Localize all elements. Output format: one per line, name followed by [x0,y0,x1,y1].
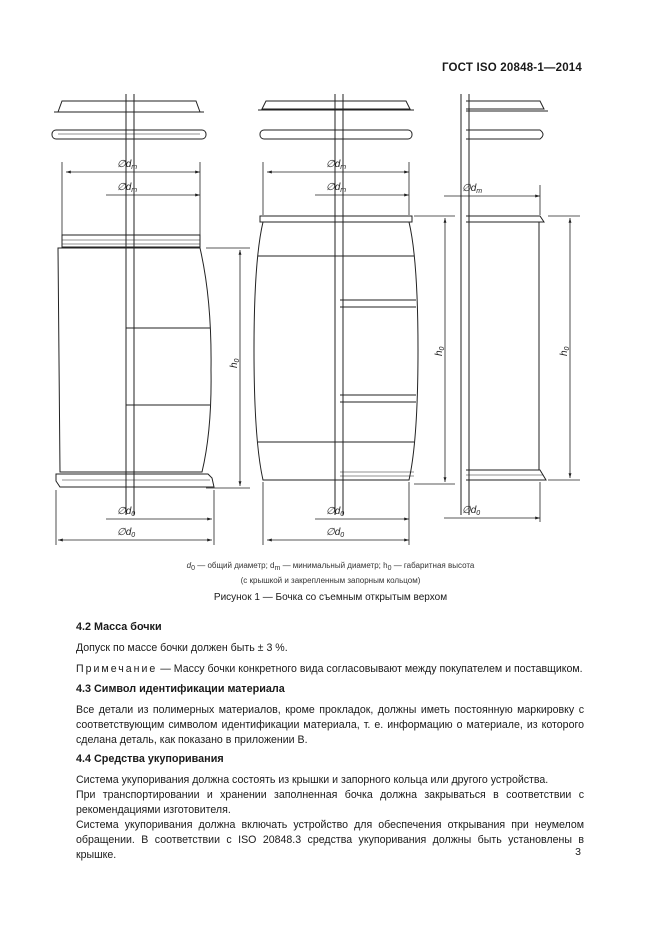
section-4-3-title: 4.3 Символ идентификации материала [76,683,285,695]
section-4-2-note: Примечание — Массу бочки конкретного вида согласовывают между покупателем и поставщиком. [76,663,583,675]
section-4-2-paragraph: Допуск по массе бочки должен быть ± 3 %. [76,642,288,654]
document-code-header: ГОСТ ISO 20848-1—2014 [441,62,582,74]
section-4-4-paragraph-3: Система укупоривания должна включать устройство для обеспечения открывания при неумелом обращении. В соответствии с ISO 20848.3 средства укупоривания должны быть установлены в крышке. [76,819,584,861]
label-h0-1: $h_0$ [229,358,241,368]
label-dm-2b: $\emptyset d_m$ [326,182,347,194]
label-h0-2: $h_0$ [434,346,446,356]
drum2-body [254,216,418,480]
drum3-body [466,216,546,480]
label-d0-2a: $\emptyset d_0$ [326,506,345,518]
label-dm-1a: $\emptyset d_m$ [117,159,138,171]
label-d0-3: $\emptyset d_0$ [462,505,481,517]
legend-line-2: (с крышкой и закрепленным запорным кольцом) [240,576,421,585]
section-4-4 [76,752,584,863]
figure-legend [0,560,661,587]
section-4-4-title: 4.4 Средства укупоривания [76,753,224,765]
label-d0-1a: $\emptyset d_0$ [117,506,136,518]
drum3-lid [466,101,548,139]
label-d0-2b: $\emptyset d_0$ [326,527,345,539]
section-4-4-paragraph-2: При транспортировании и хранении заполненная бочка должна закрываться в соответствии с рекомендациями изготовителя. [76,789,584,816]
label-dm-1b: $\emptyset d_m$ [117,182,138,194]
label-d0-1b: $\emptyset d_0$ [117,527,136,539]
label-dm-3: $\emptyset d_m$ [462,183,483,195]
section-4-2 [76,620,584,677]
drum2-lid [258,101,414,139]
label-dm-2a: $\emptyset d_m$ [326,159,347,171]
section-4-3 [76,682,584,748]
section-4-4-paragraph-1: Система укупоривания должна состоять из крышки и запорного кольца или другого устройства. [76,774,549,786]
figure-caption: Рисунок 1 — Бочка со съемным открытым верхом [213,592,448,603]
drum1-body [56,235,214,487]
drum1-lid [52,101,206,139]
page-number: 3 [575,846,581,858]
label-h0-3: $h_0$ [559,346,571,356]
section-4-3-paragraph: Все детали из полимерных материалов, кроме прокладок, должны иметь постоянную маркировку с соответствующим символом идентификации материала, т. е. информацию о материале, из которого сделана деталь, как показано в приложении В. [76,704,584,746]
section-4-2-title: 4.2 Масса бочки [76,621,162,633]
legend-line-1: d0 — общий диаметр; dm — минимальный диаметр; h0 — габаритная высота [186,561,475,572]
